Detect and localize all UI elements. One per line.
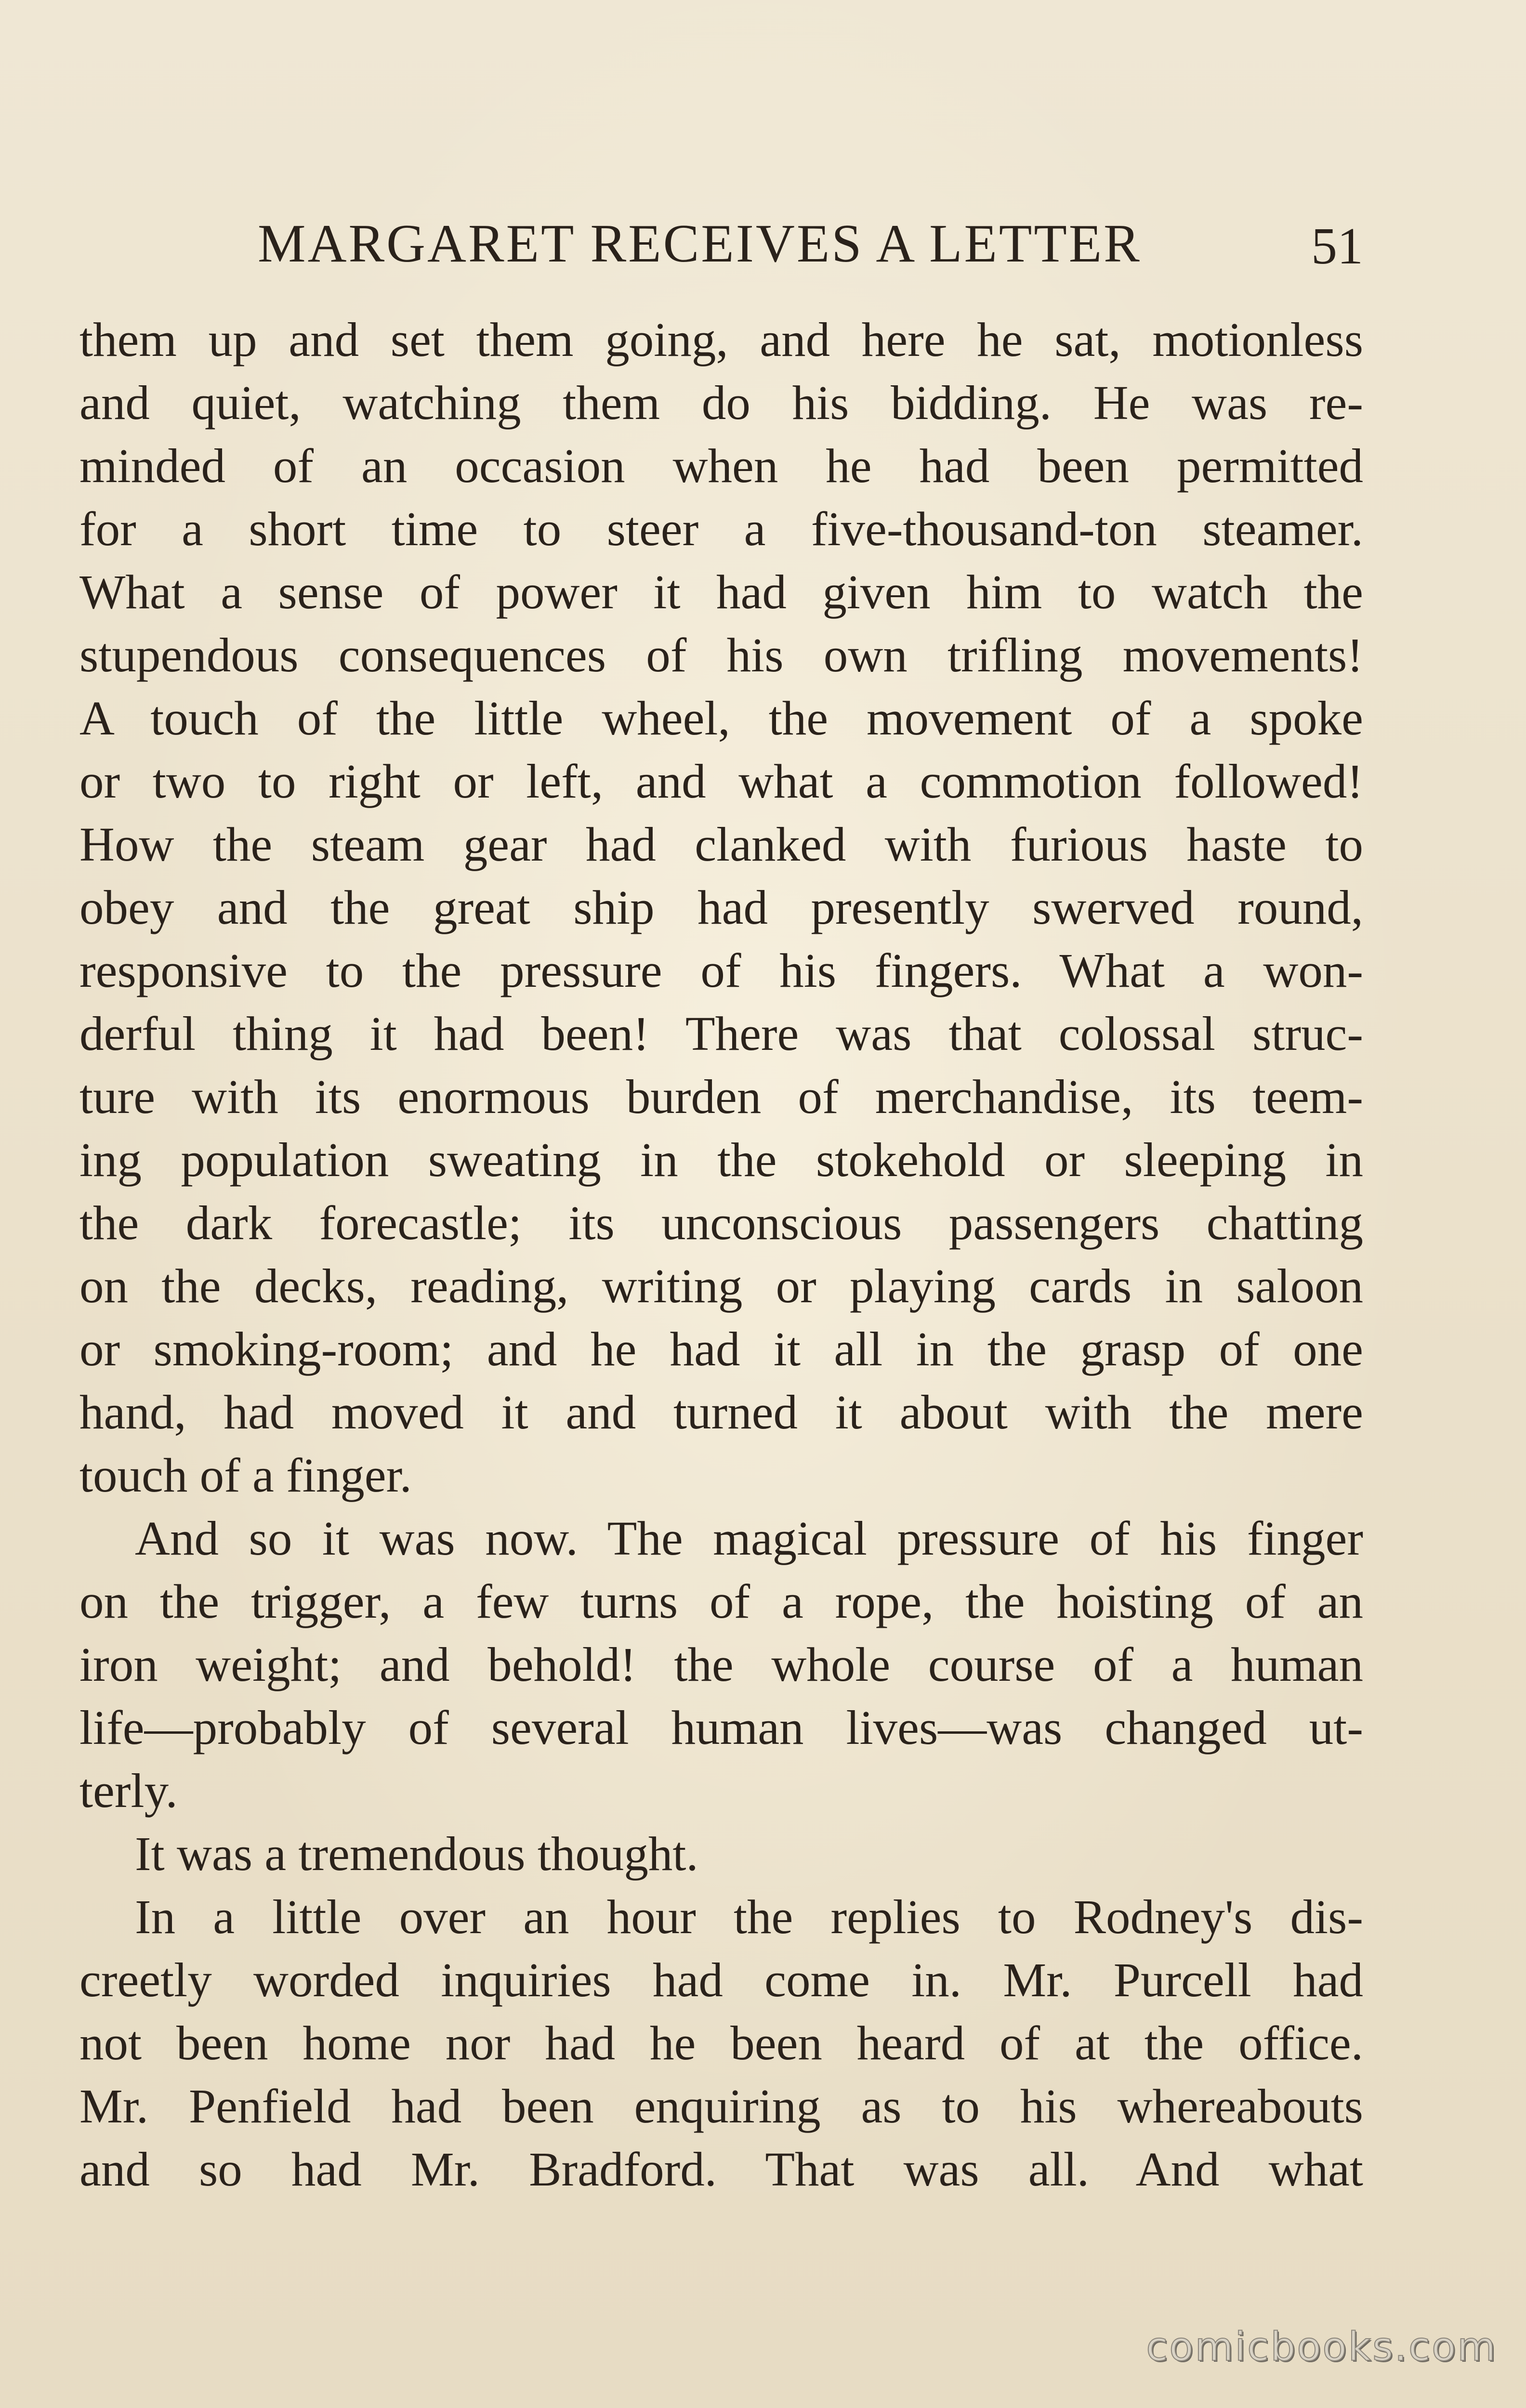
running-head [79, 207, 1363, 279]
text-line: Mr. Penfield had been enquiring as to his whereabouts [79, 2079, 1363, 2133]
text-line: stupendous consequences of his own trifling movements! [79, 628, 1363, 682]
text-line: on the trigger, a few turns of a rope, the hoisting of an [79, 1574, 1363, 1628]
text-line: derful thing it had been! There was that colossal struc- [79, 1007, 1363, 1060]
body-text [79, 308, 1363, 2201]
text-line: iron weight; and behold! the whole course of a human [79, 1637, 1363, 1691]
text-line: life—probably of several human lives—was changed ut- [79, 1701, 1363, 1754]
page-number: 51 [1311, 218, 1363, 275]
text-line: ing population sweating in the stokehold or sleeping in [79, 1133, 1363, 1187]
text-line: and quiet, watching them do his bidding. He was re- [79, 376, 1363, 430]
text-line: not been home nor had he been heard of at the office. [79, 2016, 1363, 2070]
text-line: ture with its enormous burden of merchandise, its teem- [79, 1070, 1363, 1124]
text-line: hand, had moved it and turned it about with the mere [79, 1385, 1363, 1439]
text-line: on the decks, reading, writing or playing cards in saloon [79, 1259, 1363, 1313]
text-line: obey and the great ship had presently swerved round, [79, 880, 1363, 934]
text-line: creetly worded inquiries had come in. Mr. Purcell had [79, 1953, 1363, 2007]
text-line: responsive to the pressure of his fingers. What a won- [79, 943, 1363, 997]
text-line: A touch of the little wheel, the movement of a spoke [79, 691, 1363, 745]
text-line: minded of an occasion when he had been permitted [79, 439, 1363, 493]
text-line: for a short time to steer a five-thousand-ton steamer. [79, 502, 1363, 556]
text-line: or smoking-room; and he had it all in the grasp of one [79, 1322, 1363, 1376]
text-line: or two to right or left, and what a commotion followed! [79, 754, 1363, 808]
text-line: them up and set them going, and here he sat, motionless [79, 313, 1363, 366]
paragraph-first-line: It was a tremendous thought. [135, 1827, 698, 1881]
paragraph-first-line: In a little over an hour the replies to Rodney's dis- [135, 1890, 1363, 1944]
text-line: and so had Mr. Bradford. That was all. And what [79, 2142, 1363, 2196]
text-line: terly. [79, 1764, 178, 1818]
text-line: the dark forecastle; its unconscious passengers chatting [79, 1196, 1363, 1250]
text-line: How the steam gear had clanked with furious haste to [79, 817, 1363, 871]
paragraph-first-line: And so it was now. The magical pressure of his finger [135, 1511, 1363, 1565]
chapter-title: MARGARET RECEIVES A LETTER [258, 214, 1142, 274]
text-line: touch of a finger. [79, 1448, 412, 1502]
text-line: What a sense of power it had given him to watch the [79, 565, 1363, 619]
watermark: comicbooks.com [1146, 2324, 1497, 2370]
